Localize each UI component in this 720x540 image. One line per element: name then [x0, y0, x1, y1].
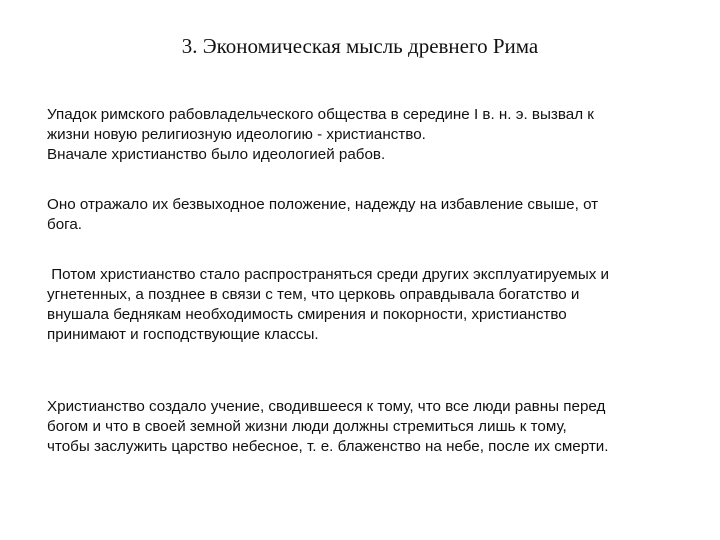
paragraph-spread-of-christianity [47, 265, 697, 345]
paragraph-line: жизни новую религиозную идеологию - христианство. [47, 126, 426, 143]
paragraph-line: Христианство создало учение, сводившееся к тому, что все люди равны перед [47, 398, 606, 415]
paragraph-line: угнетенных, а позднее в связи с тем, что церковь оправдывала богатство и [47, 286, 580, 303]
paragraph-line: богом и что в своей земной жизни люди должны стремиться лишь к тому, [47, 418, 567, 435]
paragraph-hopeless-position [47, 195, 697, 235]
paragraph-decline-of-rome [47, 105, 697, 165]
paragraph-line: Вначале христианство было идеологией рабов. [47, 146, 386, 163]
paragraph-line: Потом христианство стало распространяться среди других эксплуатируемых и [47, 266, 610, 283]
paragraph-line: принимают и господствующие классы. [47, 326, 319, 343]
paragraph-line: Упадок римского рабовладельческого общества в середине I в. н. э. вызвал к [47, 106, 594, 123]
paragraph-line: Оно отражало их безвыходное положение, надежду на избавление свыше, от [47, 196, 599, 213]
paragraph-line: внушала беднякам необходимость смирения и покорности, христианство [47, 306, 567, 323]
paragraph-christian-teaching [47, 397, 697, 457]
paragraph-line: бога. [47, 216, 83, 233]
slide-title: 3. Экономическая мысль древнего Рима [181, 34, 539, 58]
paragraph-line: чтобы заслужить царство небесное, т. е. блаженство на небе, после их смерти. [47, 438, 609, 455]
